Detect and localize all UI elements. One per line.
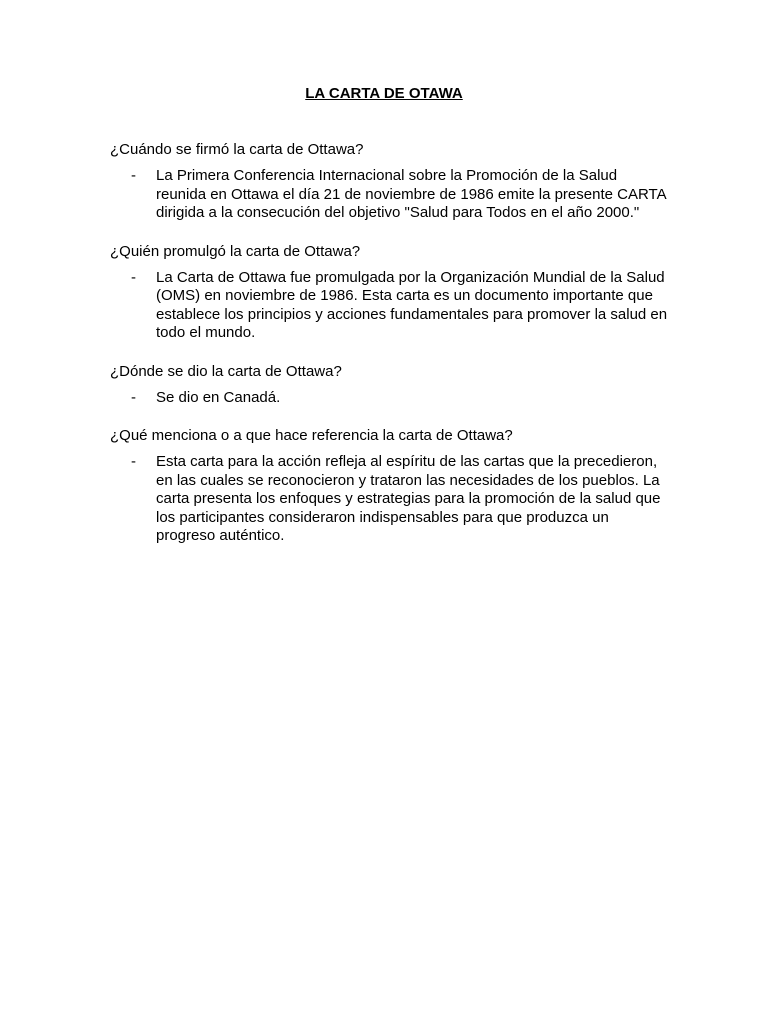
answer-item (110, 389, 670, 408)
question-text: ¿Dónde se dio la carta de Ottawa? (110, 362, 342, 380)
question-text: ¿Qué menciona o a que hace referencia la carta de Ottawa? (110, 427, 513, 444)
qa-section (110, 242, 670, 343)
dash-bullet: - (131, 453, 136, 470)
document-body (110, 140, 670, 565)
answer-item (110, 269, 670, 343)
dash-bullet: - (131, 167, 136, 184)
question-text: ¿Cuándo se firmó la carta de Ottawa? (110, 141, 364, 158)
answer-item (110, 167, 670, 223)
dash-bullet: - (131, 388, 136, 406)
answer-text: La Carta de Ottawa fue promulgada por la Organización Mundial de la Salud (OMS) en noviembre de 1986. Esta carta es un documento importante que establece los principios y acciones fundamentales para promover la salud en todo el mundo. (156, 268, 668, 341)
answer-text: La Primera Conferencia Internacional sobre la Promoción de la Salud reunida en Ottawa el día 21 de noviembre de 1986 emite la presente CARTA dirigida a la consecución del objetivo "Salud para Todos en el año 2000." (156, 167, 666, 221)
answer-text: Esta carta para la acción refleja al espíritu de las cartas que la precedieron, en las cuales se reconocieron y trataron las necesidades de los pueblos. La carta presenta los enfoques y estrategias para la promoción de la salud que los participantes consideraron indispensables para que produzca un progreso auténtico. (156, 453, 661, 544)
qa-section (110, 362, 670, 408)
question-text: ¿Quién promulgó la carta de Ottawa? (110, 242, 361, 260)
answer-item (110, 453, 670, 546)
qa-section (110, 426, 670, 546)
document-title: LA CARTA DE OTAWA (305, 85, 463, 102)
answer-text: Se dio en Canadá. (156, 388, 281, 406)
dash-bullet: - (131, 268, 136, 286)
qa-section (110, 140, 670, 223)
